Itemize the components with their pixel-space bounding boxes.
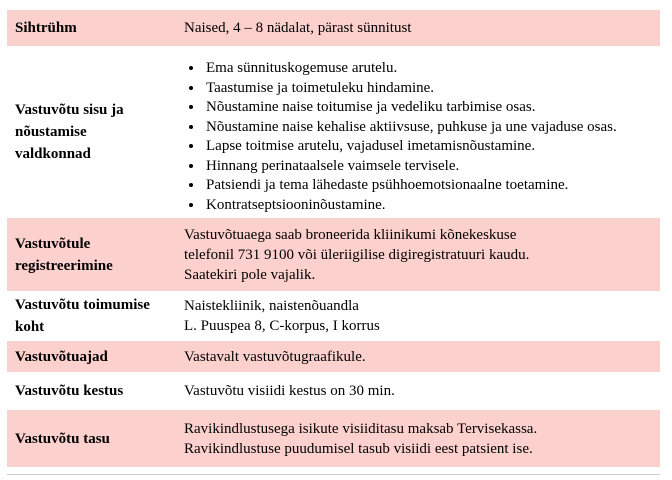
table-row-registreerimine [7, 218, 660, 291]
row-value [184, 49, 660, 215]
table-row-tasu [7, 410, 660, 467]
bullet-item: • Ema sünnituskogemuse arutelu. [204, 59, 650, 79]
table-row-vastuvotuajad [7, 341, 660, 372]
bullet-item: • Kontratseptsiooninõustamine. [204, 196, 650, 216]
table-row-kestus [7, 372, 660, 410]
row-label: Vastuvõtu tasu [15, 430, 110, 447]
value-line: Saatekiri pole vajalik. [184, 266, 316, 283]
row-value: Vastavalt vastuvõtugraafikule. [184, 348, 366, 365]
row-label: Vastuvõtuajad [15, 348, 108, 365]
row-value: Naised, 4 – 8 nädalat, pärast sünnitust [184, 20, 412, 36]
row-label: Vastuvõtu kestus [15, 383, 124, 399]
bullet-item: • Taastumise ja toimetuleku hindamine. [204, 79, 650, 99]
row-value [184, 296, 660, 336]
bullet-item: • Nõustamine naise kehalise aktiivsuse, puhkuse ja une vajaduse osas. [204, 118, 650, 138]
table-row-toimumise-koht [7, 291, 660, 341]
value-line: Vastuvõtuaega saab broneerida kliinikumi kõnekeskuse [184, 226, 517, 243]
value-line: telefonil 731 9100 või üleriigilise digiregistratuuri kaudu. [184, 246, 530, 263]
row-label: Vastuvõtule registreerimine [15, 235, 113, 274]
table-row-sisu-valdkonnad [7, 46, 660, 218]
row-value [184, 419, 660, 459]
info-table [7, 10, 660, 467]
row-label: Vastuvõtu toimumise koht [15, 297, 150, 335]
value-line: L. Puuspea 8, C-korpus, I korrus [184, 318, 380, 334]
value-line: Ravikindlustuse puudumisel tasub visiidi eest patsient ise. [184, 440, 533, 457]
bullet-item: • Nõustamine naise toitumise ja vedeliku tarbimise osas. [204, 98, 650, 118]
value-line: Ravikindlustusega isikute visiiditasu maksab Tervisekassa. [184, 420, 538, 437]
bullet-item: • Hinnang perinataalsele vaimsele tervisele. [204, 157, 650, 177]
row-label: Vastuvõtu sisu ja nõustamise valdkonnad [15, 102, 124, 162]
bullet-item: • Lapse toitmise arutelu, vajadusel imetamisnõustamine. [204, 137, 650, 157]
row-label: Sihtrühm [15, 20, 77, 36]
bullet-list [184, 49, 650, 215]
bullet-item: • Patsiendi ja tema lähedaste psühhoemotsionaalne toetamine. [204, 176, 650, 196]
row-value: Vastuvõtu visiidi kestus on 30 min. [184, 383, 395, 399]
table-bottom-rule [7, 474, 660, 475]
value-line: Naistekliinik, naistenõuandla [184, 298, 359, 314]
row-value [184, 225, 660, 285]
table-row-sihtruhm [7, 10, 660, 46]
